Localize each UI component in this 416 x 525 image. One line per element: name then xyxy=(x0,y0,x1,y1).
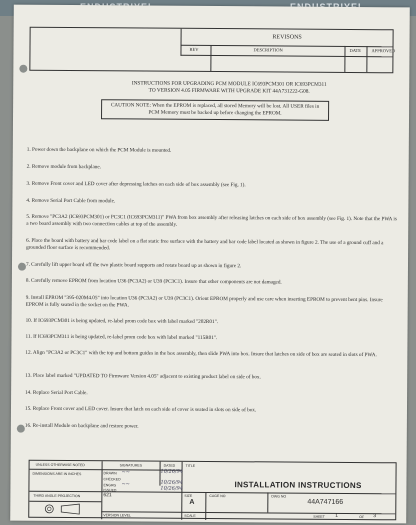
issued-date: 10/26/94 xyxy=(160,485,183,492)
dated-label: DATED xyxy=(163,463,176,468)
dwg-no-value: 44A747166 xyxy=(307,498,344,506)
instruction-sheet xyxy=(10,5,410,524)
engrg-date: 10/26/94 xyxy=(160,479,183,486)
title-label: TITLE xyxy=(185,463,196,468)
description-column-header: DESCRIPTION xyxy=(253,47,283,53)
list-item: 7. Carefully lift upper board off the two plastic board supports and rotate board up as shown in figure 2. xyxy=(25,261,242,270)
version-level-label: VERSION LEVEL xyxy=(103,513,131,518)
list-item: 9. Install EPROM "395-020M4.05" into location U36 (PC3A2) or U39 (PC3C1). Orient EPROM properly and use care when inserting EPROM to prevent bent pins. Insure EPROM is fully seated in the socket on the PWA. xyxy=(25,294,383,309)
list-item: 3. Remove Front cover and LED cover after depressing latches on each side of box assembly (see Fig. 1). xyxy=(26,180,246,189)
list-item: 16. Re-install Module on backplane and restore power. xyxy=(24,422,139,430)
checked-label: CHECKED xyxy=(103,477,121,482)
sheet-label: SHEET xyxy=(313,514,325,519)
issued-label: ISSUED xyxy=(103,488,117,493)
title-line: INSTRUCTIONS FOR UPGRADING PCM MODULE IC693PCM301 OR IC693PCM311 xyxy=(131,80,327,88)
date-column-header: DATE xyxy=(349,47,362,54)
punch-hole-icon xyxy=(17,425,25,433)
revisions-header-row xyxy=(180,45,396,57)
third-angle-label: THIRD ANGLE PROJECTION xyxy=(33,493,81,499)
punch-hole-icon xyxy=(19,65,27,73)
revisions-divider xyxy=(366,46,367,72)
list-item: 14. Replace Serial Port Cable. xyxy=(25,389,88,397)
list-item: 2. Remove module from backplane. xyxy=(26,163,102,171)
punch-hole-icon xyxy=(18,263,26,271)
first-made-value: 621 xyxy=(103,492,112,499)
drawing-title: INSTALLATION INSTRUCTIONS xyxy=(234,480,362,491)
approved-column-header: APPROVED xyxy=(371,48,396,54)
signature-scribble: ~~ xyxy=(121,481,130,488)
revisions-divider xyxy=(344,46,345,72)
third-angle-projection-icon xyxy=(39,503,89,515)
list-item: 10. If IC693PCM301 is being updated, re-label prom code box with label marked "202R01". xyxy=(25,317,219,326)
grid-line xyxy=(205,492,206,520)
sheet-value: 1 xyxy=(335,512,339,519)
size-label: SIZE xyxy=(184,493,193,498)
scale-label: SCALE xyxy=(184,513,196,518)
cage-no-label: CAGE NO xyxy=(209,494,226,499)
list-item: 1. Power down the backplane on which the PCM Module is mounted. xyxy=(26,146,172,154)
revisions-table xyxy=(29,27,396,74)
list-item: 15. Replace Front cover and LED cover. Insure that latch on each side of cover is seated in slots on side of box. xyxy=(24,405,257,414)
signature-scribble: ~~ xyxy=(121,469,130,476)
drawn-label: DRAWN xyxy=(103,471,117,476)
caution-note: CAUTION NOTE: When the EPROM is replaced, all stored Memory will be lost. All USER files in PCM Memory must be backed up before changing the EPROM. xyxy=(101,99,329,121)
title-line: TO VERSION 4.05 FIRMWARE WITH UPGRADE KIT 44A731222-G08. xyxy=(148,87,310,95)
drawing-title-block xyxy=(28,460,396,521)
document-title xyxy=(63,80,395,96)
size-value: A xyxy=(189,498,195,506)
of-label: OF xyxy=(359,515,365,520)
list-item: 12. Align "PC3A2 or PC3C1" with the top and bottom guides in the box assembly, then slide PWA into box. Insure that latches on side of box are seated in slots of PWA. xyxy=(25,349,377,359)
grid-line xyxy=(101,511,395,514)
revisions-title: REVISONS xyxy=(181,29,393,47)
sheet-total-value: 3 xyxy=(373,513,377,520)
grid-line xyxy=(267,492,268,512)
signatures-label: SIGNATURES xyxy=(119,463,143,468)
list-item: 13. Place label marked "UPDATED TO Firmware Version 4.05" adjacent to existing product label on side of box. xyxy=(25,372,261,381)
drawn-date: 10/26/94 xyxy=(160,468,184,475)
list-item: 11. If IC693PCM311 is being updated, re-label prom code box with label marked "115R01". xyxy=(25,333,218,342)
engrg-label: ENGRG xyxy=(103,483,117,488)
list-item: 4. Remove Serial Port Cable from module. xyxy=(26,197,116,205)
revisions-divider xyxy=(210,45,211,71)
unless-noted-label: UNLESS OTHERWISE NOTED xyxy=(35,462,85,468)
list-item: 8. Carefully remove EPROM from location U36 (PC3A2) or U39 (PC3C1). Insure that other components are not damaged. xyxy=(25,277,282,286)
dwg-no-label: DWG NO xyxy=(271,494,287,499)
instruction-steps xyxy=(24,146,399,430)
rev-column-header: REV xyxy=(189,46,199,52)
list-item: 5. Remove "PC3A2 (IC693PCM301) or PC3C1 (IC693PCM311)" PWA from box assembly after releasing latches on each side of box assembly (see Fig. 1). Note that the PWA is a two board assembly with two connection cables at top of the assembly. xyxy=(26,213,397,228)
list-item: 6. Place the board with battery and bar code label on a flat static free surface with the battery and bar code label located as shown in figure 2. The use of a ground cuff and a grounded floor surface is recommended. xyxy=(26,237,384,252)
dimensions-note: DIMENSIONS ARE IN INCHES xyxy=(32,471,82,477)
